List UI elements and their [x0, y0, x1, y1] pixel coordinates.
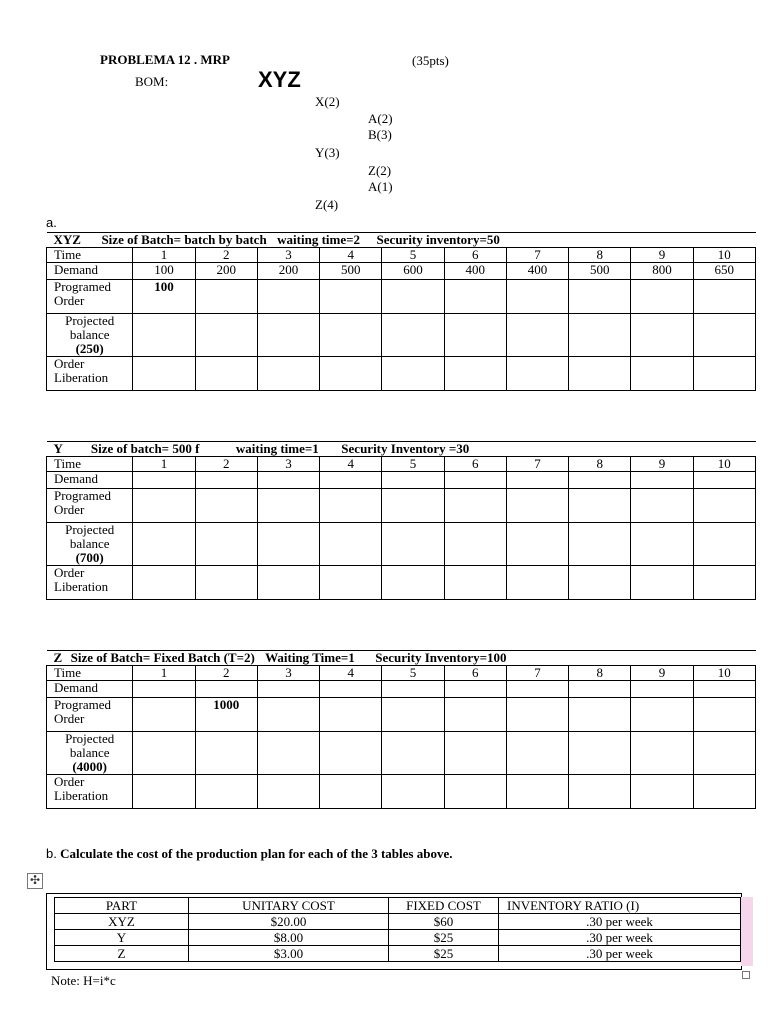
- demand-cell[interactable]: [320, 472, 382, 489]
- period-cell: 1: [133, 457, 195, 472]
- period-cell: 2: [195, 248, 257, 263]
- liberation-cell[interactable]: [569, 775, 631, 809]
- liberation-cell[interactable]: [693, 357, 755, 391]
- table-z-liberation-row: [47, 775, 756, 809]
- table-xyz-header: [47, 233, 756, 248]
- demand-cell[interactable]: [631, 681, 693, 698]
- projected-cell[interactable]: [693, 523, 755, 566]
- period-cell: 4: [320, 457, 382, 472]
- liberation-cell[interactable]: [693, 566, 755, 600]
- demand-cell[interactable]: [569, 681, 631, 698]
- table-z-name: Z: [53, 650, 63, 665]
- liberation-cell[interactable]: [444, 357, 506, 391]
- liberation-cell[interactable]: [506, 775, 568, 809]
- cost-table: [54, 897, 741, 962]
- table-z-security: Security Inventory=100: [375, 650, 507, 665]
- period-cell: 6: [444, 457, 506, 472]
- programed-cell[interactable]: [506, 698, 568, 732]
- liberation-cell[interactable]: [506, 357, 568, 391]
- note-text: Note: H=i*c: [51, 973, 116, 988]
- liberation-cell[interactable]: [195, 357, 257, 391]
- demand-cell[interactable]: 500: [320, 263, 382, 280]
- period-cell: 3: [257, 666, 319, 681]
- table-row: [55, 930, 741, 946]
- table-z-projected-row: [47, 732, 756, 775]
- projected-balance-label: Projected balance (4000): [47, 732, 133, 775]
- part-cell[interactable]: Y: [55, 930, 189, 946]
- programed-cell[interactable]: [133, 489, 195, 523]
- table-y-time-row: [47, 457, 756, 472]
- projected-cell[interactable]: [506, 314, 568, 357]
- demand-cell[interactable]: 600: [382, 263, 444, 280]
- period-cell: 3: [257, 457, 319, 472]
- demand-cell[interactable]: [195, 681, 257, 698]
- table-z-size: Size of Batch= Fixed Batch (T=2): [70, 650, 255, 665]
- period-cell: 1: [133, 666, 195, 681]
- liberation-cell[interactable]: [631, 566, 693, 600]
- programed-cell[interactable]: [320, 280, 382, 314]
- period-cell: 7: [506, 666, 568, 681]
- programed-cell[interactable]: [569, 280, 631, 314]
- programed-cell[interactable]: [693, 698, 755, 732]
- order-liberation-label: Order Liberation: [47, 566, 133, 600]
- programed-cell[interactable]: [444, 280, 506, 314]
- liberation-cell[interactable]: [631, 775, 693, 809]
- demand-label: Demand: [47, 681, 133, 698]
- demand-cell[interactable]: 400: [444, 263, 506, 280]
- initial-balance: (700): [75, 550, 104, 565]
- demand-cell[interactable]: 100: [133, 263, 195, 280]
- programed-cell[interactable]: [631, 698, 693, 732]
- programed-cell[interactable]: [693, 489, 755, 523]
- unitary-cost-cell[interactable]: $3.00: [189, 946, 389, 962]
- period-cell: 5: [382, 666, 444, 681]
- projected-cell[interactable]: [195, 314, 257, 357]
- demand-cell[interactable]: 400: [506, 263, 568, 280]
- table-z: [46, 650, 756, 809]
- part-cell[interactable]: XYZ: [55, 914, 189, 930]
- projected-cell[interactable]: [257, 314, 319, 357]
- period-cell: 2: [195, 457, 257, 472]
- demand-cell[interactable]: 200: [195, 263, 257, 280]
- programed-cell[interactable]: [693, 280, 755, 314]
- cell-selection-highlight: [741, 897, 753, 966]
- liberation-cell[interactable]: [444, 775, 506, 809]
- liberation-cell[interactable]: [257, 357, 319, 391]
- projected-balance-label: Projected balance (250): [47, 314, 133, 357]
- projected-cell[interactable]: [195, 523, 257, 566]
- projected-cell[interactable]: [506, 523, 568, 566]
- demand-cell[interactable]: [506, 681, 568, 698]
- projected-cell[interactable]: [631, 732, 693, 775]
- programed-cell[interactable]: [444, 698, 506, 732]
- unitary-cost-cell[interactable]: $20.00: [189, 914, 389, 930]
- programed-cell[interactable]: [631, 489, 693, 523]
- programed-order-label: Programed Order: [47, 280, 133, 314]
- demand-cell[interactable]: [257, 681, 319, 698]
- order-liberation-label: Order Liberation: [47, 357, 133, 391]
- header-inventory-ratio: INVENTORY RATIO (I): [499, 898, 741, 914]
- demand-cell[interactable]: 650: [693, 263, 755, 280]
- programed-cell[interactable]: [569, 489, 631, 523]
- projected-cell[interactable]: [631, 523, 693, 566]
- period-cell: 8: [569, 457, 631, 472]
- programed-cell[interactable]: [506, 489, 568, 523]
- liberation-cell[interactable]: [195, 566, 257, 600]
- projected-cell[interactable]: [569, 523, 631, 566]
- problem-title: PROBLEMA 12 . MRP: [100, 52, 230, 67]
- inventory-ratio-cell[interactable]: .30 per week: [499, 914, 741, 930]
- table-xyz-liberation-row: [47, 357, 756, 391]
- demand-cell[interactable]: [631, 472, 693, 489]
- time-label: Time: [47, 666, 133, 681]
- table-xyz: [46, 232, 756, 391]
- time-label: Time: [47, 457, 133, 472]
- demand-cell[interactable]: [506, 472, 568, 489]
- projected-cell[interactable]: [257, 523, 319, 566]
- projected-cell[interactable]: [133, 523, 195, 566]
- initial-balance: (4000): [72, 759, 108, 774]
- programed-cell[interactable]: [257, 698, 319, 732]
- table-xyz-wait: waiting time=2: [277, 232, 361, 247]
- liberation-cell[interactable]: [569, 357, 631, 391]
- liberation-cell[interactable]: [195, 775, 257, 809]
- liberation-cell[interactable]: [382, 357, 444, 391]
- header-unitary-cost: UNITARY COST: [189, 898, 389, 914]
- period-cell: 6: [444, 248, 506, 263]
- bom-a2: A(2): [368, 111, 393, 126]
- demand-cell[interactable]: [257, 472, 319, 489]
- table-y-security: Security Inventory =30: [341, 441, 470, 456]
- liberation-cell[interactable]: [320, 566, 382, 600]
- programed-cell[interactable]: [506, 280, 568, 314]
- programed-cell[interactable]: 100: [133, 280, 195, 314]
- demand-cell[interactable]: [382, 681, 444, 698]
- table-y: [46, 441, 756, 600]
- table-xyz-size: Size of Batch= batch by batch: [101, 232, 267, 247]
- period-cell: 8: [569, 666, 631, 681]
- liberation-cell[interactable]: [693, 775, 755, 809]
- programed-cell[interactable]: [631, 280, 693, 314]
- projected-balance-label: Projected balance (700): [47, 523, 133, 566]
- bom-b3: B(3): [368, 127, 392, 142]
- table-z-programed-row: [47, 698, 756, 732]
- table-xyz-programed-row: [47, 280, 756, 314]
- points-label: (35pts): [412, 53, 449, 68]
- header-fixed-cost: FIXED COST: [389, 898, 499, 914]
- header-part: PART: [55, 898, 189, 914]
- demand-cell[interactable]: [133, 681, 195, 698]
- period-cell: 4: [320, 248, 382, 263]
- programed-cell[interactable]: [569, 698, 631, 732]
- period-cell: 5: [382, 457, 444, 472]
- liberation-cell[interactable]: [133, 566, 195, 600]
- table-z-demand-row: [47, 681, 756, 698]
- initial-balance: (250): [75, 341, 104, 356]
- table-y-demand-row: [47, 472, 756, 489]
- bom-z2: Z(2): [368, 163, 392, 178]
- liberation-cell[interactable]: [506, 566, 568, 600]
- cost-table-header: [55, 898, 741, 914]
- table-xyz-name: XYZ: [53, 232, 81, 247]
- part-b-letter: b.: [46, 846, 57, 861]
- projected-cell[interactable]: [444, 523, 506, 566]
- resize-handle-icon[interactable]: [742, 971, 750, 979]
- inventory-ratio-cell[interactable]: .30 per week: [499, 946, 741, 962]
- programed-cell[interactable]: [382, 280, 444, 314]
- projected-cell[interactable]: [693, 314, 755, 357]
- projected-cell[interactable]: [569, 314, 631, 357]
- projected-cell[interactable]: [320, 732, 382, 775]
- table-row: [55, 914, 741, 930]
- period-cell: 10: [693, 457, 755, 472]
- projected-cell[interactable]: [133, 314, 195, 357]
- table-z-header: [47, 651, 756, 666]
- order-liberation-label: Order Liberation: [47, 775, 133, 809]
- programed-order-label: Programed Order: [47, 489, 133, 523]
- programed-cell[interactable]: [257, 489, 319, 523]
- liberation-cell[interactable]: [631, 357, 693, 391]
- projected-cell[interactable]: [382, 314, 444, 357]
- demand-label: Demand: [47, 263, 133, 280]
- bom-y: Y(3): [315, 145, 340, 160]
- projected-cell[interactable]: [382, 732, 444, 775]
- liberation-cell[interactable]: [444, 566, 506, 600]
- projected-cell[interactable]: [320, 523, 382, 566]
- liberation-cell[interactable]: [382, 566, 444, 600]
- liberation-cell[interactable]: [320, 775, 382, 809]
- period-cell: 9: [631, 666, 693, 681]
- unitary-cost-cell[interactable]: $8.00: [189, 930, 389, 946]
- projected-cell[interactable]: [444, 732, 506, 775]
- time-label: Time: [47, 248, 133, 263]
- demand-cell[interactable]: [693, 472, 755, 489]
- projected-cell[interactable]: [506, 732, 568, 775]
- programed-cell[interactable]: [257, 280, 319, 314]
- programed-cell[interactable]: [382, 698, 444, 732]
- programed-cell[interactable]: [320, 698, 382, 732]
- table-z-time-row: [47, 666, 756, 681]
- period-cell: 7: [506, 248, 568, 263]
- table-y-size: Size of batch= 500 f: [90, 441, 200, 456]
- fixed-cost-cell[interactable]: $60: [389, 914, 499, 930]
- liberation-cell[interactable]: [257, 566, 319, 600]
- programed-cell[interactable]: [320, 489, 382, 523]
- bom-z: Z(4): [315, 197, 339, 212]
- product-name: XYZ: [258, 67, 301, 92]
- period-cell: 1: [133, 248, 195, 263]
- programed-order-label: Programed Order: [47, 698, 133, 732]
- liberation-cell[interactable]: [382, 775, 444, 809]
- period-cell: 3: [257, 248, 319, 263]
- move-handle-icon[interactable]: ✣: [27, 873, 43, 889]
- programed-cell[interactable]: 1000: [195, 698, 257, 732]
- fixed-cost-cell[interactable]: $25: [389, 946, 499, 962]
- liberation-cell[interactable]: [569, 566, 631, 600]
- period-cell: 6: [444, 666, 506, 681]
- period-cell: 4: [320, 666, 382, 681]
- demand-cell[interactable]: 200: [257, 263, 319, 280]
- table-row: [55, 946, 741, 962]
- fixed-cost-cell[interactable]: $25: [389, 930, 499, 946]
- demand-cell[interactable]: [195, 472, 257, 489]
- table-y-name: Y: [53, 441, 63, 456]
- demand-cell[interactable]: [693, 681, 755, 698]
- period-cell: 5: [382, 248, 444, 263]
- demand-cell[interactable]: [444, 472, 506, 489]
- demand-cell[interactable]: [320, 681, 382, 698]
- period-cell: 7: [506, 457, 568, 472]
- demand-cell[interactable]: [444, 681, 506, 698]
- demand-cell[interactable]: 500: [569, 263, 631, 280]
- liberation-cell[interactable]: [133, 357, 195, 391]
- table-y-programed-row: [47, 489, 756, 523]
- projected-cell[interactable]: [693, 732, 755, 775]
- table-y-projected-row: [47, 523, 756, 566]
- part-cell[interactable]: Z: [55, 946, 189, 962]
- programed-cell[interactable]: [444, 489, 506, 523]
- table-xyz-demand-row: [47, 263, 756, 280]
- inventory-ratio-cell[interactable]: .30 per week: [499, 930, 741, 946]
- period-cell: 9: [631, 248, 693, 263]
- demand-cell[interactable]: [569, 472, 631, 489]
- demand-cell[interactable]: 800: [631, 263, 693, 280]
- projected-cell[interactable]: [631, 314, 693, 357]
- table-y-wait: waiting time=1: [235, 441, 319, 456]
- programed-cell[interactable]: [195, 280, 257, 314]
- period-cell: 10: [693, 248, 755, 263]
- demand-cell[interactable]: [382, 472, 444, 489]
- bom-x: X(2): [315, 94, 340, 109]
- part-a-label: a.: [46, 215, 57, 230]
- bom-a1: A(1): [368, 179, 393, 194]
- table-xyz-security: Security inventory=50: [376, 232, 500, 247]
- liberation-cell[interactable]: [320, 357, 382, 391]
- projected-cell[interactable]: [320, 314, 382, 357]
- table-xyz-time-row: [47, 248, 756, 263]
- programed-cell[interactable]: [195, 489, 257, 523]
- liberation-cell[interactable]: [133, 775, 195, 809]
- liberation-cell[interactable]: [257, 775, 319, 809]
- projected-cell[interactable]: [133, 732, 195, 775]
- demand-cell[interactable]: [133, 472, 195, 489]
- period-cell: 8: [569, 248, 631, 263]
- part-b-heading: [46, 846, 452, 862]
- period-cell: 9: [631, 457, 693, 472]
- period-cell: 2: [195, 666, 257, 681]
- projected-cell[interactable]: [195, 732, 257, 775]
- bom-label: BOM:: [135, 74, 169, 89]
- projected-cell[interactable]: [257, 732, 319, 775]
- table-y-header: [47, 442, 756, 457]
- projected-cell[interactable]: [569, 732, 631, 775]
- projected-cell[interactable]: [444, 314, 506, 357]
- table-y-liberation-row: [47, 566, 756, 600]
- table-z-wait: Waiting Time=1: [265, 650, 355, 665]
- programed-cell[interactable]: [382, 489, 444, 523]
- programed-cell[interactable]: [133, 698, 195, 732]
- part-b-text: Calculate the cost of the production plan for each of the 3 tables above.: [60, 846, 453, 861]
- period-cell: 10: [693, 666, 755, 681]
- demand-label: Demand: [47, 472, 133, 489]
- projected-cell[interactable]: [382, 523, 444, 566]
- table-xyz-projected-row: [47, 314, 756, 357]
